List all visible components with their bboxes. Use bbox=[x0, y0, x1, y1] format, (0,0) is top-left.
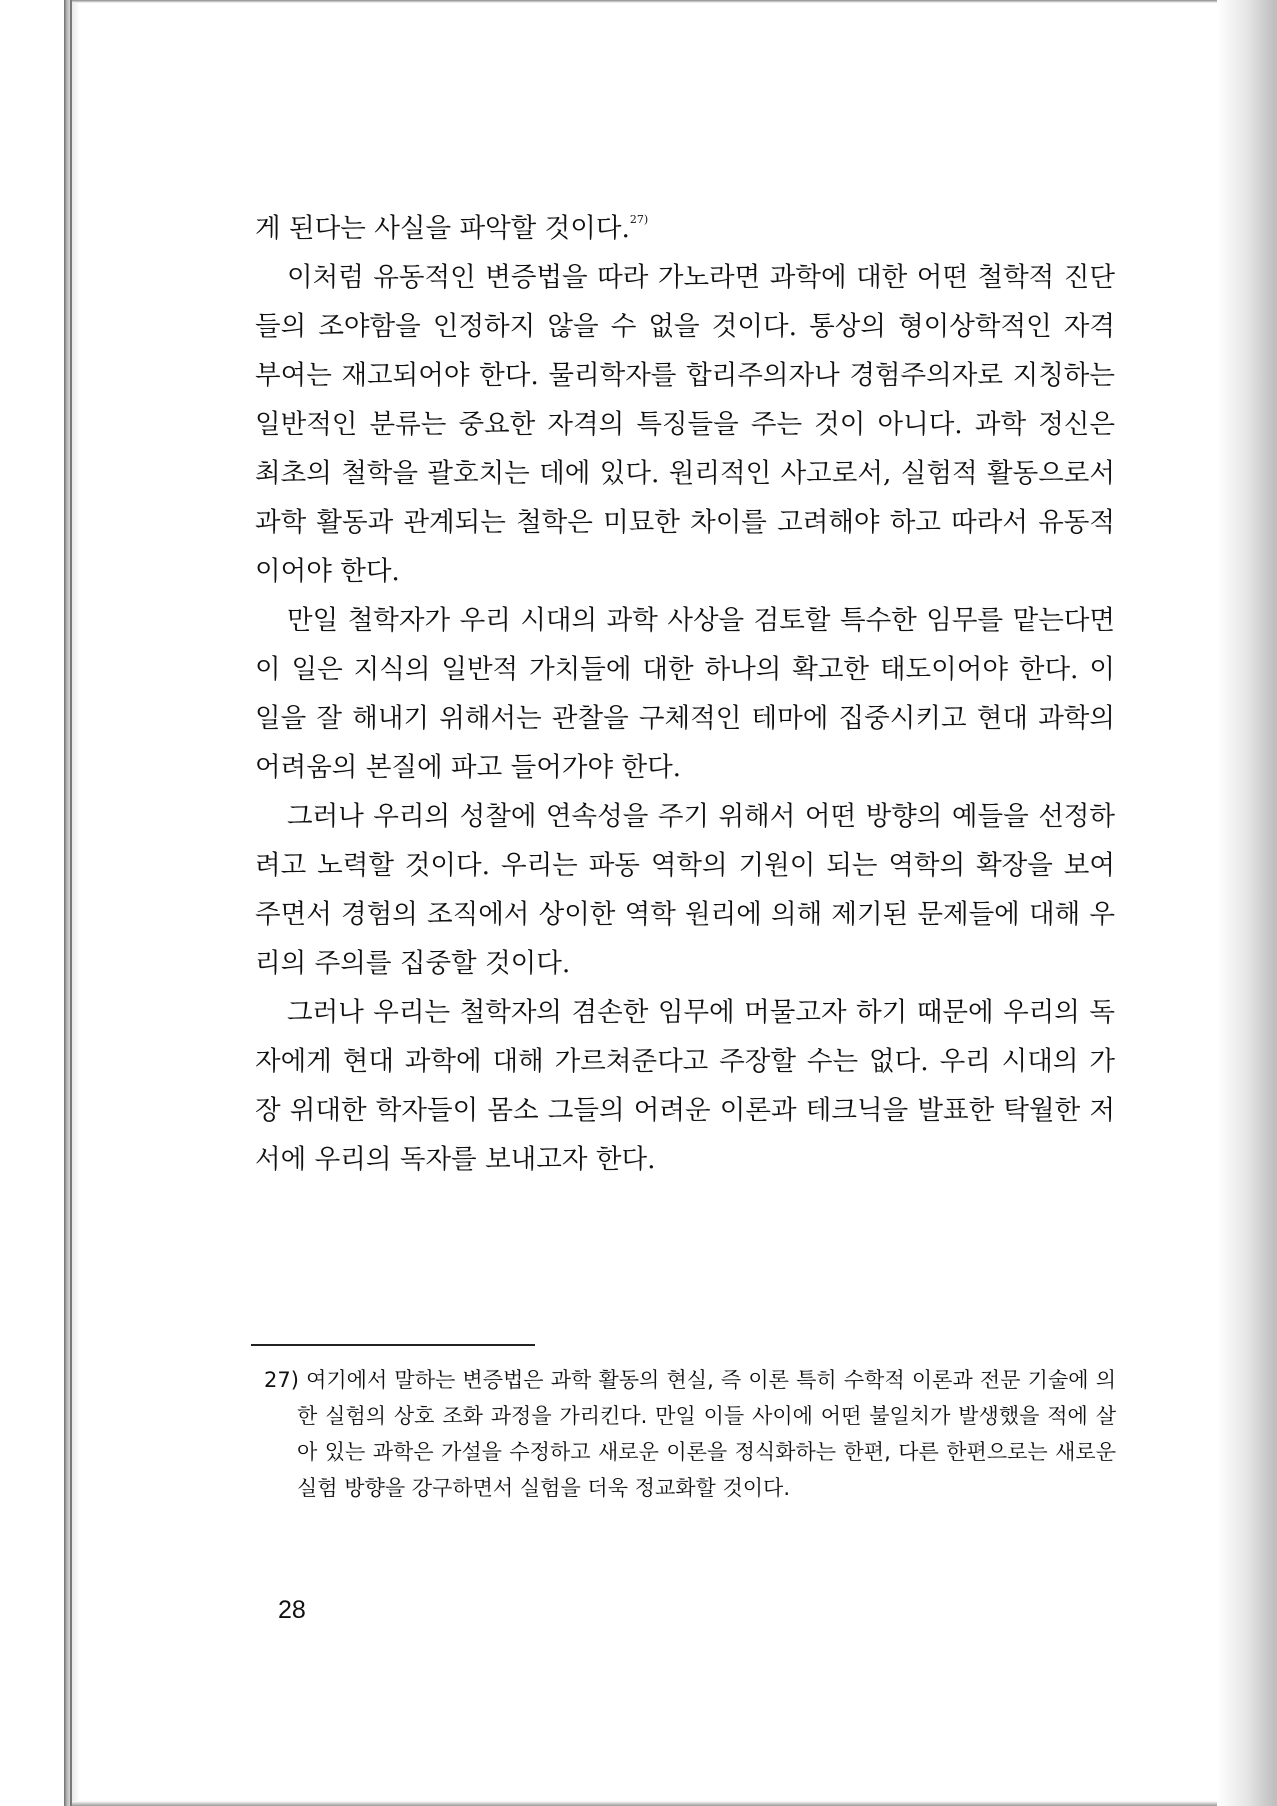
body-text bbox=[255, 204, 1115, 1184]
page-binding-edge bbox=[64, 0, 80, 1806]
page-right-shadow bbox=[1217, 0, 1277, 1806]
page-bottom-edge bbox=[72, 1801, 1222, 1806]
paragraph: 만일 철학자가 우리 시대의 과학 사상을 검토할 특수한 임무를 맡는다면 이 일은 지식의 일반적 가치들에 대한 하나의 확고한 태도이어야 한다. 이 일을 잘 해내기 위해서는 관찰을 구체적인 테마에 집중시키고 현대 과학의 어려움의 본질에 파고 들어가야 한다. bbox=[255, 605, 1115, 783]
page-binding-line bbox=[70, 0, 72, 1806]
page-number: 28 bbox=[278, 1596, 306, 1624]
page-top-edge bbox=[72, 0, 1222, 3]
footnote-divider bbox=[251, 1344, 535, 1346]
footnote-marker: 27) bbox=[264, 1368, 299, 1392]
paragraph-continuation bbox=[255, 204, 1115, 253]
footnote bbox=[264, 1362, 1116, 1506]
footnote-text: 여기에서 말하는 변증법은 과학 활동의 현실, 즉 이론 특히 수학적 이론과 전문 기술에 의한 실험의 상호 조화 과정을 가리킨다. 만일 이들 사이에 어떤 불일치가 발생했을 적에 살아 있는 과학은 가설을 수정하고 새로운 이론을 정식화하는 한편, 다른 한편으로는 새로운 실험 방향을 강구하면서 실험을 더욱 정교화할 것이다. bbox=[297, 1368, 1116, 1500]
paragraph-text: 게 된다는 사실을 파악할 것이다. bbox=[255, 213, 630, 244]
paragraph: 그러나 우리의 성찰에 연속성을 주기 위해서 어떤 방향의 예들을 선정하려고 노력할 것이다. 우리는 파동 역학의 기원이 되는 역학의 확장을 보여주면서 경험의 조직에서 상이한 역학 원리에 의해 제기된 문제들에 대해 우리의 주의를 집중할 것이다. bbox=[255, 801, 1115, 979]
footnote-reference: 27) bbox=[629, 213, 649, 226]
paragraph: 그러나 우리는 철학자의 겸손한 임무에 머물고자 하기 때문에 우리의 독자에게 현대 과학에 대해 가르쳐준다고 주장할 수는 없다. 우리 시대의 가장 위대한 학자들이 몸소 그들의 어려운 이론과 테크닉을 발표한 탁월한 저서에 우리의 독자를 보내고자 한다. bbox=[255, 997, 1115, 1175]
paragraph: 이처럼 유동적인 변증법을 따라 가노라면 과학에 대한 어떤 철학적 진단들의 조야함을 인정하지 않을 수 없을 것이다. 통상의 형이상학적인 자격 부여는 재고되어야 한다. 물리학자를 합리주의자나 경험주의자로 지칭하는 일반적인 분류는 중요한 자격의 특징들을 주는 것이 아니다. 과학 정신은 최초의 철학을 괄호치는 데에 있다. 원리적인 사고로서, 실험적 활동으로서 과학 활동과 관계되는 철학은 미묘한 차이를 고려해야 하고 따라서 유동적이어야 한다. bbox=[255, 262, 1115, 587]
